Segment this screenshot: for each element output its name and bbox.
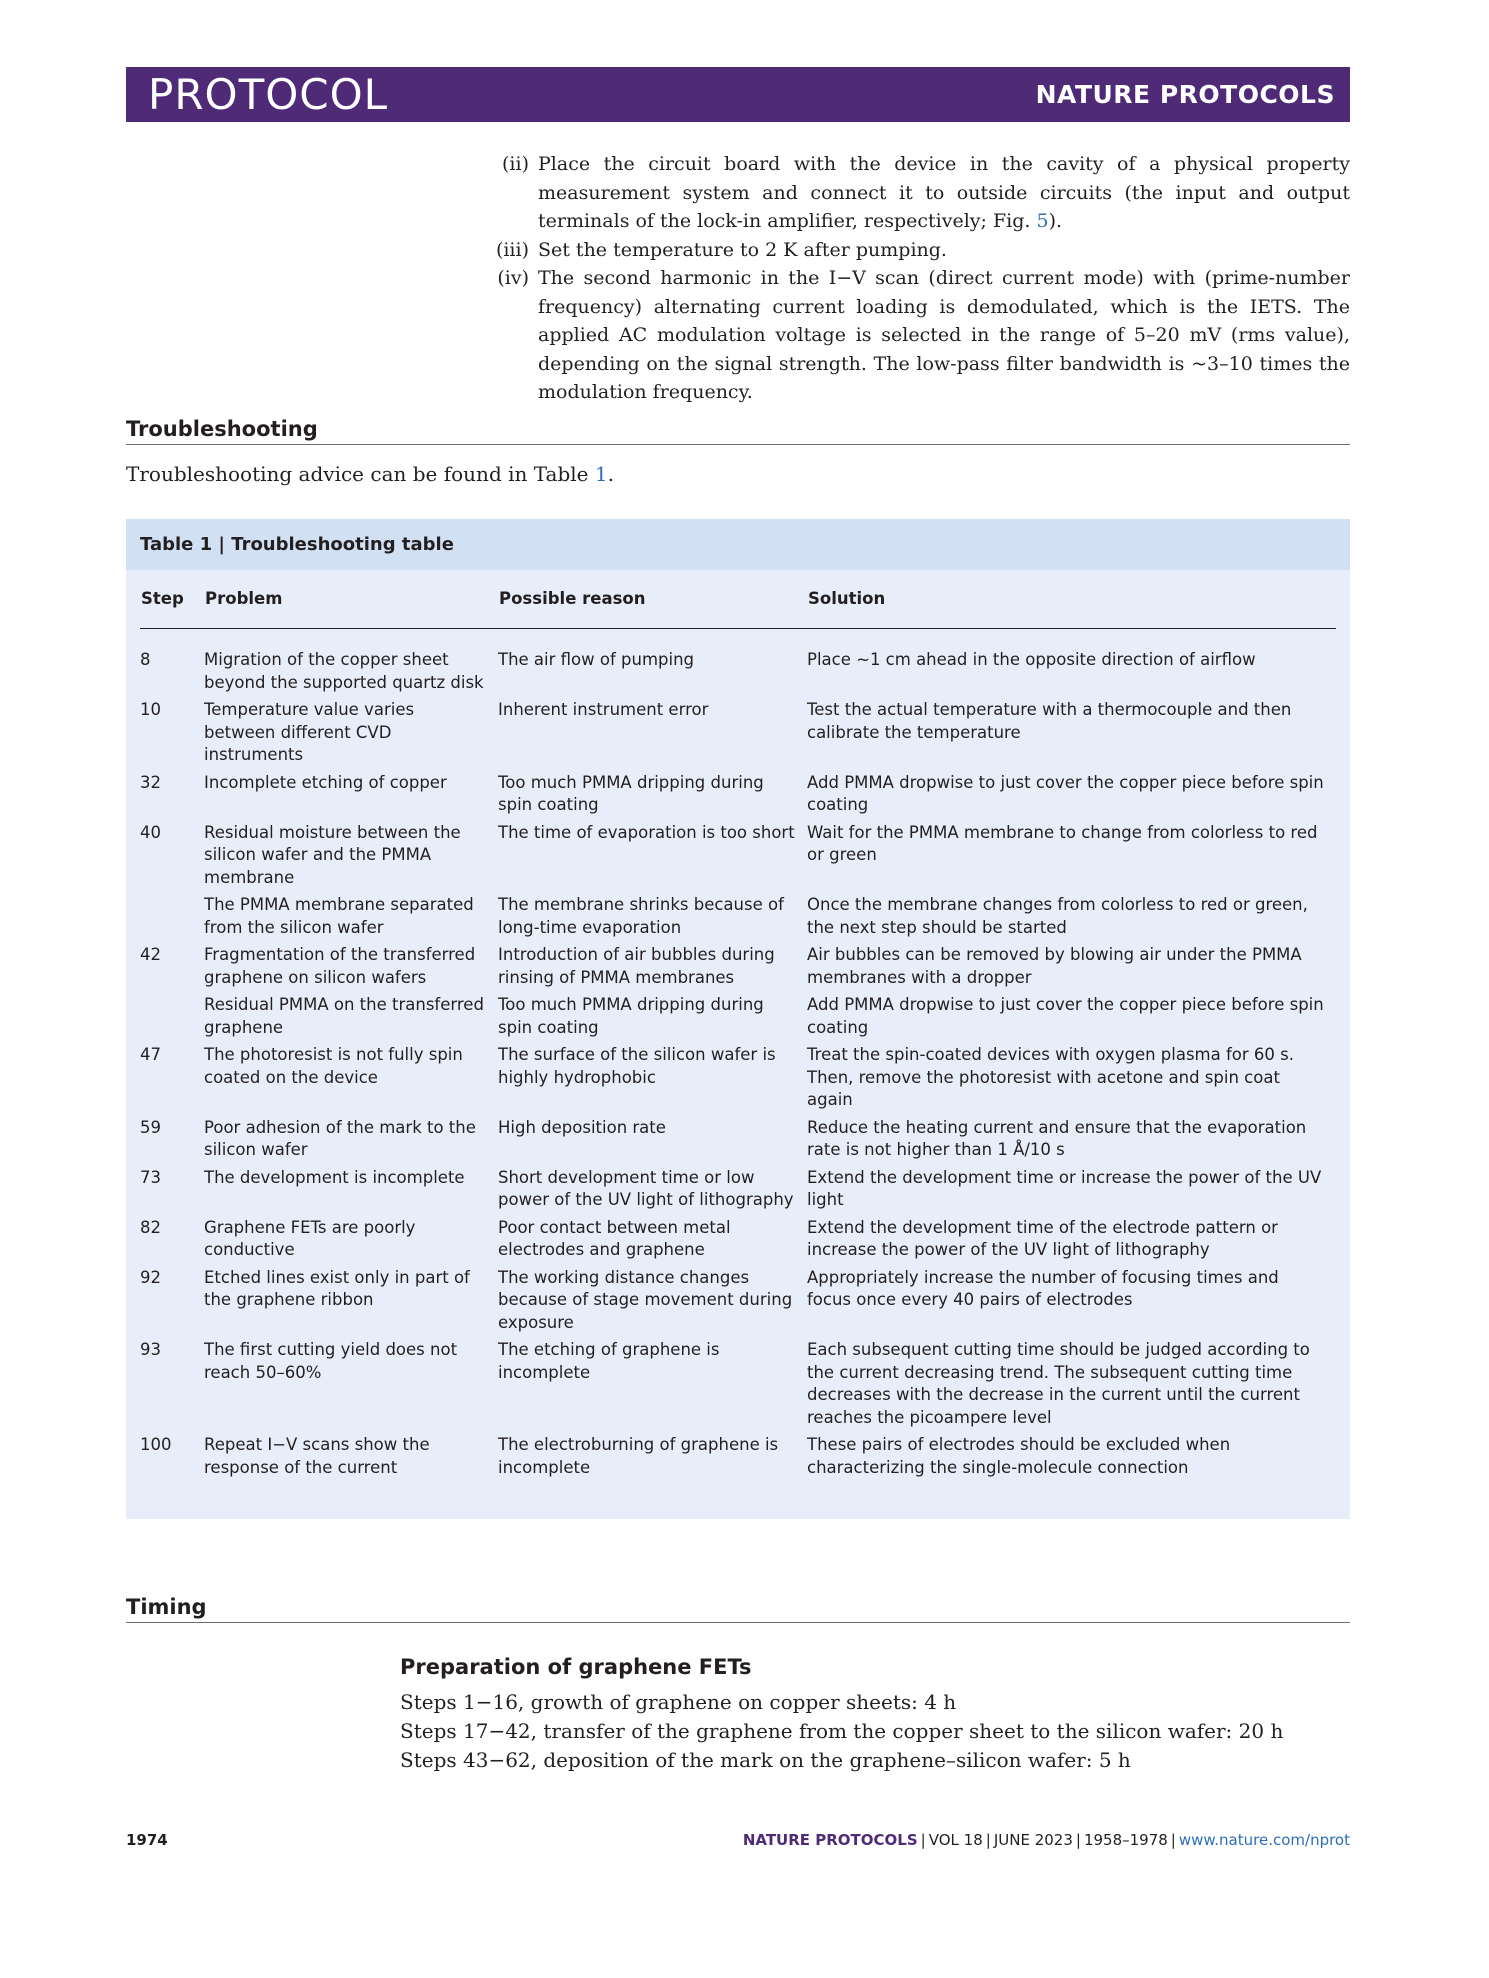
cell-problem: Repeat I−V scans show the response of the current <box>204 1435 430 1477</box>
timing-list <box>400 1688 1283 1775</box>
timing-line: Steps 17−42, transfer of the graphene from the copper sheet to the silicon wafer: 20 h <box>400 1719 1284 1743</box>
step-item <box>480 264 1350 407</box>
table-row <box>140 629 1336 700</box>
journal-name: NATURE PROTOCOLS <box>1035 80 1335 109</box>
cell-reason: The working distance changes because of stage movement during exposure <box>498 1267 793 1332</box>
step-number: (iv) <box>497 267 529 289</box>
cell-problem: Etched lines exist only in part of the graphene ribbon <box>204 1267 470 1309</box>
cell-solution: Place ~1 cm ahead in the opposite direction of airflow <box>807 650 1256 669</box>
column-header-solution: Solution <box>807 571 1336 629</box>
table-body <box>140 629 1336 1485</box>
table-row <box>140 1167 1336 1217</box>
cell-problem: Fragmentation of the transferred graphene on silicon wafers <box>204 945 476 987</box>
table-row <box>140 699 1336 772</box>
table-row <box>140 994 1336 1044</box>
page-number: 1974 <box>126 1831 168 1849</box>
table-row <box>140 1217 1336 1267</box>
cell-step: 42 <box>140 945 161 964</box>
table-row <box>140 1117 1336 1167</box>
cell-problem: Temperature value varies between different CVD instruments <box>204 700 415 764</box>
step-text: Set the temperature to 2 K after pumping. <box>538 238 947 261</box>
timing-subheading: Preparation of graphene FETs <box>400 1655 752 1679</box>
cell-reason: High deposition rate <box>498 1117 666 1137</box>
step-text-part: Place the circuit board with the device in the cavity of a physical property measurement system and connect it to outside circuits (the input and output terminals of the lock-in amplifier, respectively; Fig. <box>538 153 1350 232</box>
cell-solution: Reduce the heating current and ensure that the evaporation rate is not higher than 1 Å/10 s <box>807 1117 1307 1159</box>
cell-step: 32 <box>140 772 161 792</box>
cell-solution: Extend the development time of the electrode pattern or increase the power of the UV light of lithography <box>807 1217 1278 1259</box>
troubleshooting-heading: Troubleshooting <box>126 417 1350 445</box>
cell-solution: Extend the development time or increase the power of the UV light <box>807 1167 1322 1209</box>
footer-date: JUNE 2023 <box>993 1831 1073 1849</box>
table-grid <box>140 571 1336 1484</box>
cell-reason: The surface of the silicon wafer is highly hydrophobic <box>498 1045 776 1087</box>
step-number: (iii) <box>495 238 529 261</box>
table-row <box>140 1434 1336 1484</box>
cell-solution: These pairs of electrodes should be excluded when characterizing the single-molecule connection <box>807 1435 1231 1477</box>
cell-problem: The PMMA membrane separated from the silicon wafer <box>204 895 474 937</box>
cell-step: 47 <box>140 1045 161 1064</box>
table-row <box>140 822 1336 895</box>
cell-solution: Each subsequent cutting time should be judged according to the current decreasing trend. The subsequent cutting time decreases with the decrease in the current until the current reaches the picoampere level <box>807 1340 1310 1427</box>
cell-step <box>140 994 204 1044</box>
cell-step <box>140 894 204 944</box>
cell-step: 59 <box>140 1117 161 1137</box>
step-text-part: ). <box>1048 210 1063 232</box>
cell-solution: Once the membrane changes from colorless to red or green, the next step should be started <box>807 895 1308 937</box>
cell-reason: The membrane shrinks because of long-time evaporation <box>498 895 784 937</box>
cell-problem: The first cutting yield does not reach 50–60% <box>204 1340 458 1382</box>
figure-link[interactable]: 5 <box>1036 210 1049 232</box>
table-row <box>140 1044 1336 1117</box>
table-row <box>140 944 1336 994</box>
table-row <box>140 894 1336 944</box>
column-header-step: Step <box>140 571 204 629</box>
cell-problem: Residual moisture between the silicon wafer and the PMMA membrane <box>204 822 461 887</box>
procedure-steps <box>480 150 1350 407</box>
step-number: (ii) <box>502 153 529 175</box>
timing-line: Steps 43−62, deposition of the mark on the graphene–silicon wafer: 5 h <box>400 1748 1131 1772</box>
column-header-problem: Problem <box>204 571 498 629</box>
cell-step: 100 <box>140 1435 172 1454</box>
footer-pages: 1958–1978 <box>1083 1831 1168 1849</box>
cell-reason: Introduction of air bubbles during rinsing of PMMA membranes <box>498 945 775 987</box>
cell-step: 73 <box>140 1167 161 1187</box>
cell-solution: Add PMMA dropwise to just cover the copper piece before spin coating <box>807 995 1324 1037</box>
cell-problem: Migration of the copper sheet beyond the supported quartz disk <box>204 650 484 692</box>
cell-step: 82 <box>140 1217 161 1237</box>
column-header-reason: Possible reason <box>498 571 807 629</box>
cell-problem: Poor adhesion of the mark to the silicon wafer <box>204 1117 476 1159</box>
cell-problem: The photoresist is not fully spin coated on the device <box>204 1045 463 1087</box>
cell-problem: Graphene FETs are poorly conductive <box>204 1217 416 1259</box>
troubleshooting-paragraph <box>126 462 614 486</box>
footer-volume: VOL 18 <box>928 1831 983 1849</box>
cell-step: 92 <box>140 1267 161 1287</box>
table-link[interactable]: 1 <box>594 462 608 486</box>
step-item <box>480 236 1350 265</box>
step-item <box>480 150 1350 236</box>
cell-step: 8 <box>140 650 151 669</box>
cell-reason: The air flow of pumping <box>498 650 695 669</box>
table-header-row <box>140 571 1336 629</box>
cell-solution: Wait for the PMMA membrane to change from colorless to red or green <box>807 822 1318 864</box>
table-row <box>140 1267 1336 1340</box>
cell-solution: Add PMMA dropwise to just cover the copper piece before spin coating <box>807 772 1324 814</box>
header-banner <box>126 67 1350 122</box>
timing-line: Steps 1−16, growth of graphene on copper sheets: 4 h <box>400 1690 957 1714</box>
table-row <box>140 772 1336 822</box>
cell-solution: Air bubbles can be removed by blowing air under the PMMA membranes with a dropper <box>807 945 1302 987</box>
cell-problem: Residual PMMA on the transferred graphene <box>204 995 484 1037</box>
footer-citation: NATURE PROTOCOLS | VOL 18 | JUNE 2023 | 1958–1978 | www.nature.com/nprot <box>742 1831 1350 1849</box>
cell-reason: Too much PMMA dripping during spin coating <box>498 995 764 1037</box>
cell-reason: The etching of graphene is incomplete <box>498 1340 720 1382</box>
cell-reason: The electroburning of graphene is incomplete <box>498 1435 779 1477</box>
paragraph-text: Troubleshooting advice can be found in Table <box>126 462 595 486</box>
cell-reason: The time of evaporation is too short <box>498 822 795 842</box>
cell-step: 40 <box>140 822 161 842</box>
paragraph-text: . <box>607 462 614 486</box>
cell-problem: Incomplete etching of copper <box>204 772 447 792</box>
table-row <box>140 1339 1336 1434</box>
cell-solution: Treat the spin-coated devices with oxygen plasma for 60 s. Then, remove the photoresist with acetone and spin coat again <box>807 1045 1294 1109</box>
table-caption: Table 1 | Troubleshooting table <box>126 519 1350 570</box>
timing-heading: Timing <box>126 1595 1350 1623</box>
cell-step: 93 <box>140 1340 161 1359</box>
step-text <box>538 150 1350 236</box>
cell-problem: The development is incomplete <box>204 1167 465 1187</box>
cell-reason: Poor contact between metal electrodes and graphene <box>498 1217 731 1259</box>
cell-reason: Too much PMMA dripping during spin coating <box>498 772 764 814</box>
cell-reason: Short development time or low power of the UV light of lithography <box>498 1167 794 1209</box>
cell-step: 10 <box>140 700 161 719</box>
footer-url[interactable]: www.nature.com/nprot <box>1178 1831 1350 1849</box>
cell-solution: Test the actual temperature with a thermocouple and then calibrate the temperature <box>807 700 1292 742</box>
cell-reason: Inherent instrument error <box>498 700 709 719</box>
footer-journal: NATURE PROTOCOLS <box>742 1831 918 1849</box>
troubleshooting-table <box>126 519 1350 1519</box>
step-text: The second harmonic in the I−V scan (direct current mode) with (prime-number frequency) alternating current loading is demodulated, which is the IETS. The applied AC modulation voltage is selected in the range of 5–20 mV (rms value), depending on the signal strength. The low-pass filter bandwidth is ~3–10 times the modulation frequency. <box>538 267 1350 403</box>
cell-solution: Appropriately increase the number of focusing times and focus once every 40 pairs of electrodes <box>807 1267 1279 1309</box>
article-type-label: PROTOCOL <box>148 70 389 119</box>
